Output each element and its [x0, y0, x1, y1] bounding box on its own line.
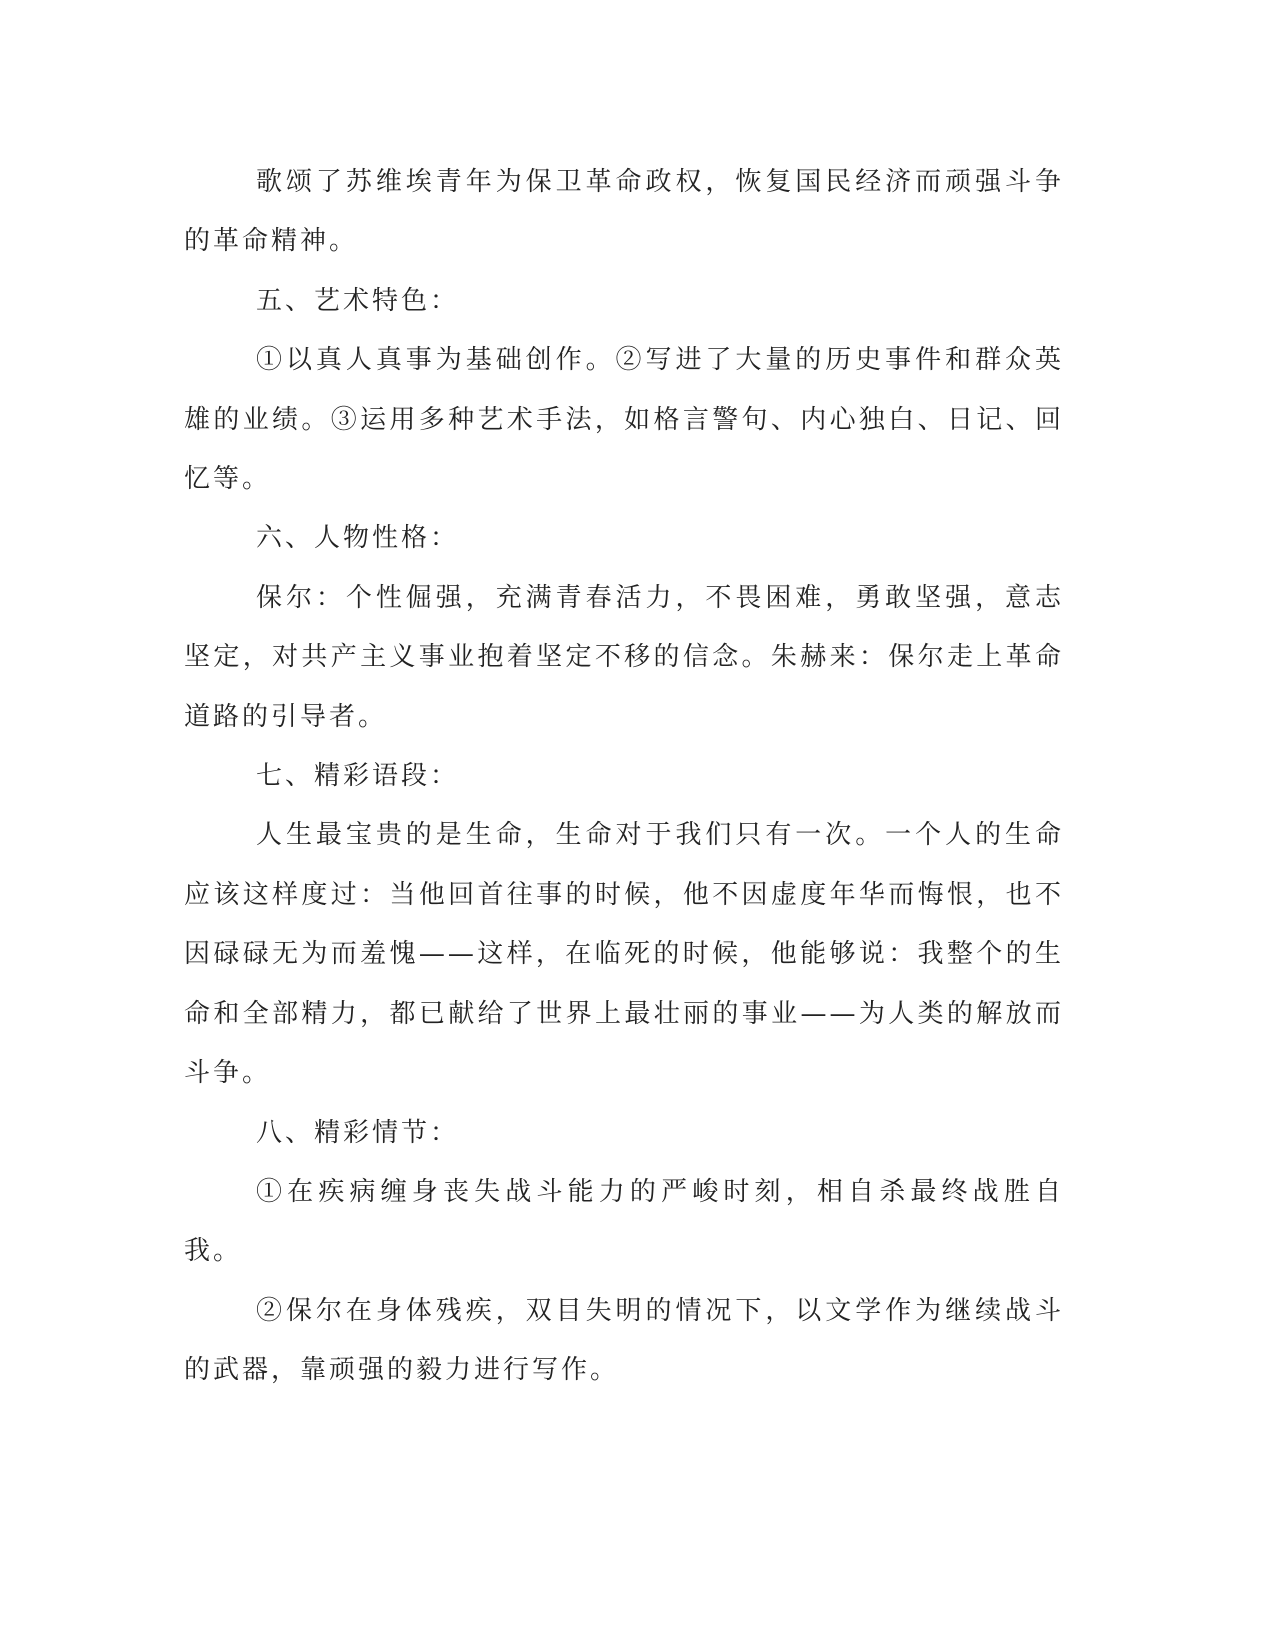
paragraph-spirit: 歌颂了苏维埃青年为保卫革命政权，恢复国民经济而顽强斗争的革命精神。: [184, 167, 1064, 257]
paragraph-characters: 保尔：个性倔强，充满青春活力，不畏困难，勇敢坚强，意志坚定，对共产主义事业抱着坚定不移的信念。朱赫来：保尔走上革命道路的引导者。: [184, 582, 1064, 732]
heading-art-features: 五、艺术特色：: [256, 285, 460, 316]
heading-characters: 六、人物性格：: [256, 523, 460, 554]
paragraph-art-features: ①以真人真事为基础创作。②写进了大量的历史事件和群众英雄的业绩。③运用多种艺术手法，如格言警句、内心独白、日记、回忆等。: [184, 345, 1064, 495]
heading-passage: 七、精彩语段：: [256, 761, 460, 792]
document-body: [184, 153, 1064, 1401]
paragraph-plot-2: ②保尔在身体残疾，双目失明的情况下，以文学作为继续战斗的武器，靠顽强的毅力进行写作。: [184, 1295, 1064, 1386]
paragraph-passage: 人生最宝贵的是生命，生命对于我们只有一次。一个人的生命应该这样度过：当他回首往事的时候，他不因虚度年华而悔恨，也不因碌碌无为而羞愧——这样，在临死的时候，他能够说：我整个的生命和全部精力，都已献给了世界上最壮丽的事业——为人类的解放而斗争。: [184, 820, 1064, 1089]
paragraph-plot-1: ①在疾病缠身丧失战斗能力的严峻时刻，相自杀最终战胜自我。: [184, 1176, 1064, 1267]
heading-plot: 八、精彩情节：: [256, 1117, 460, 1148]
